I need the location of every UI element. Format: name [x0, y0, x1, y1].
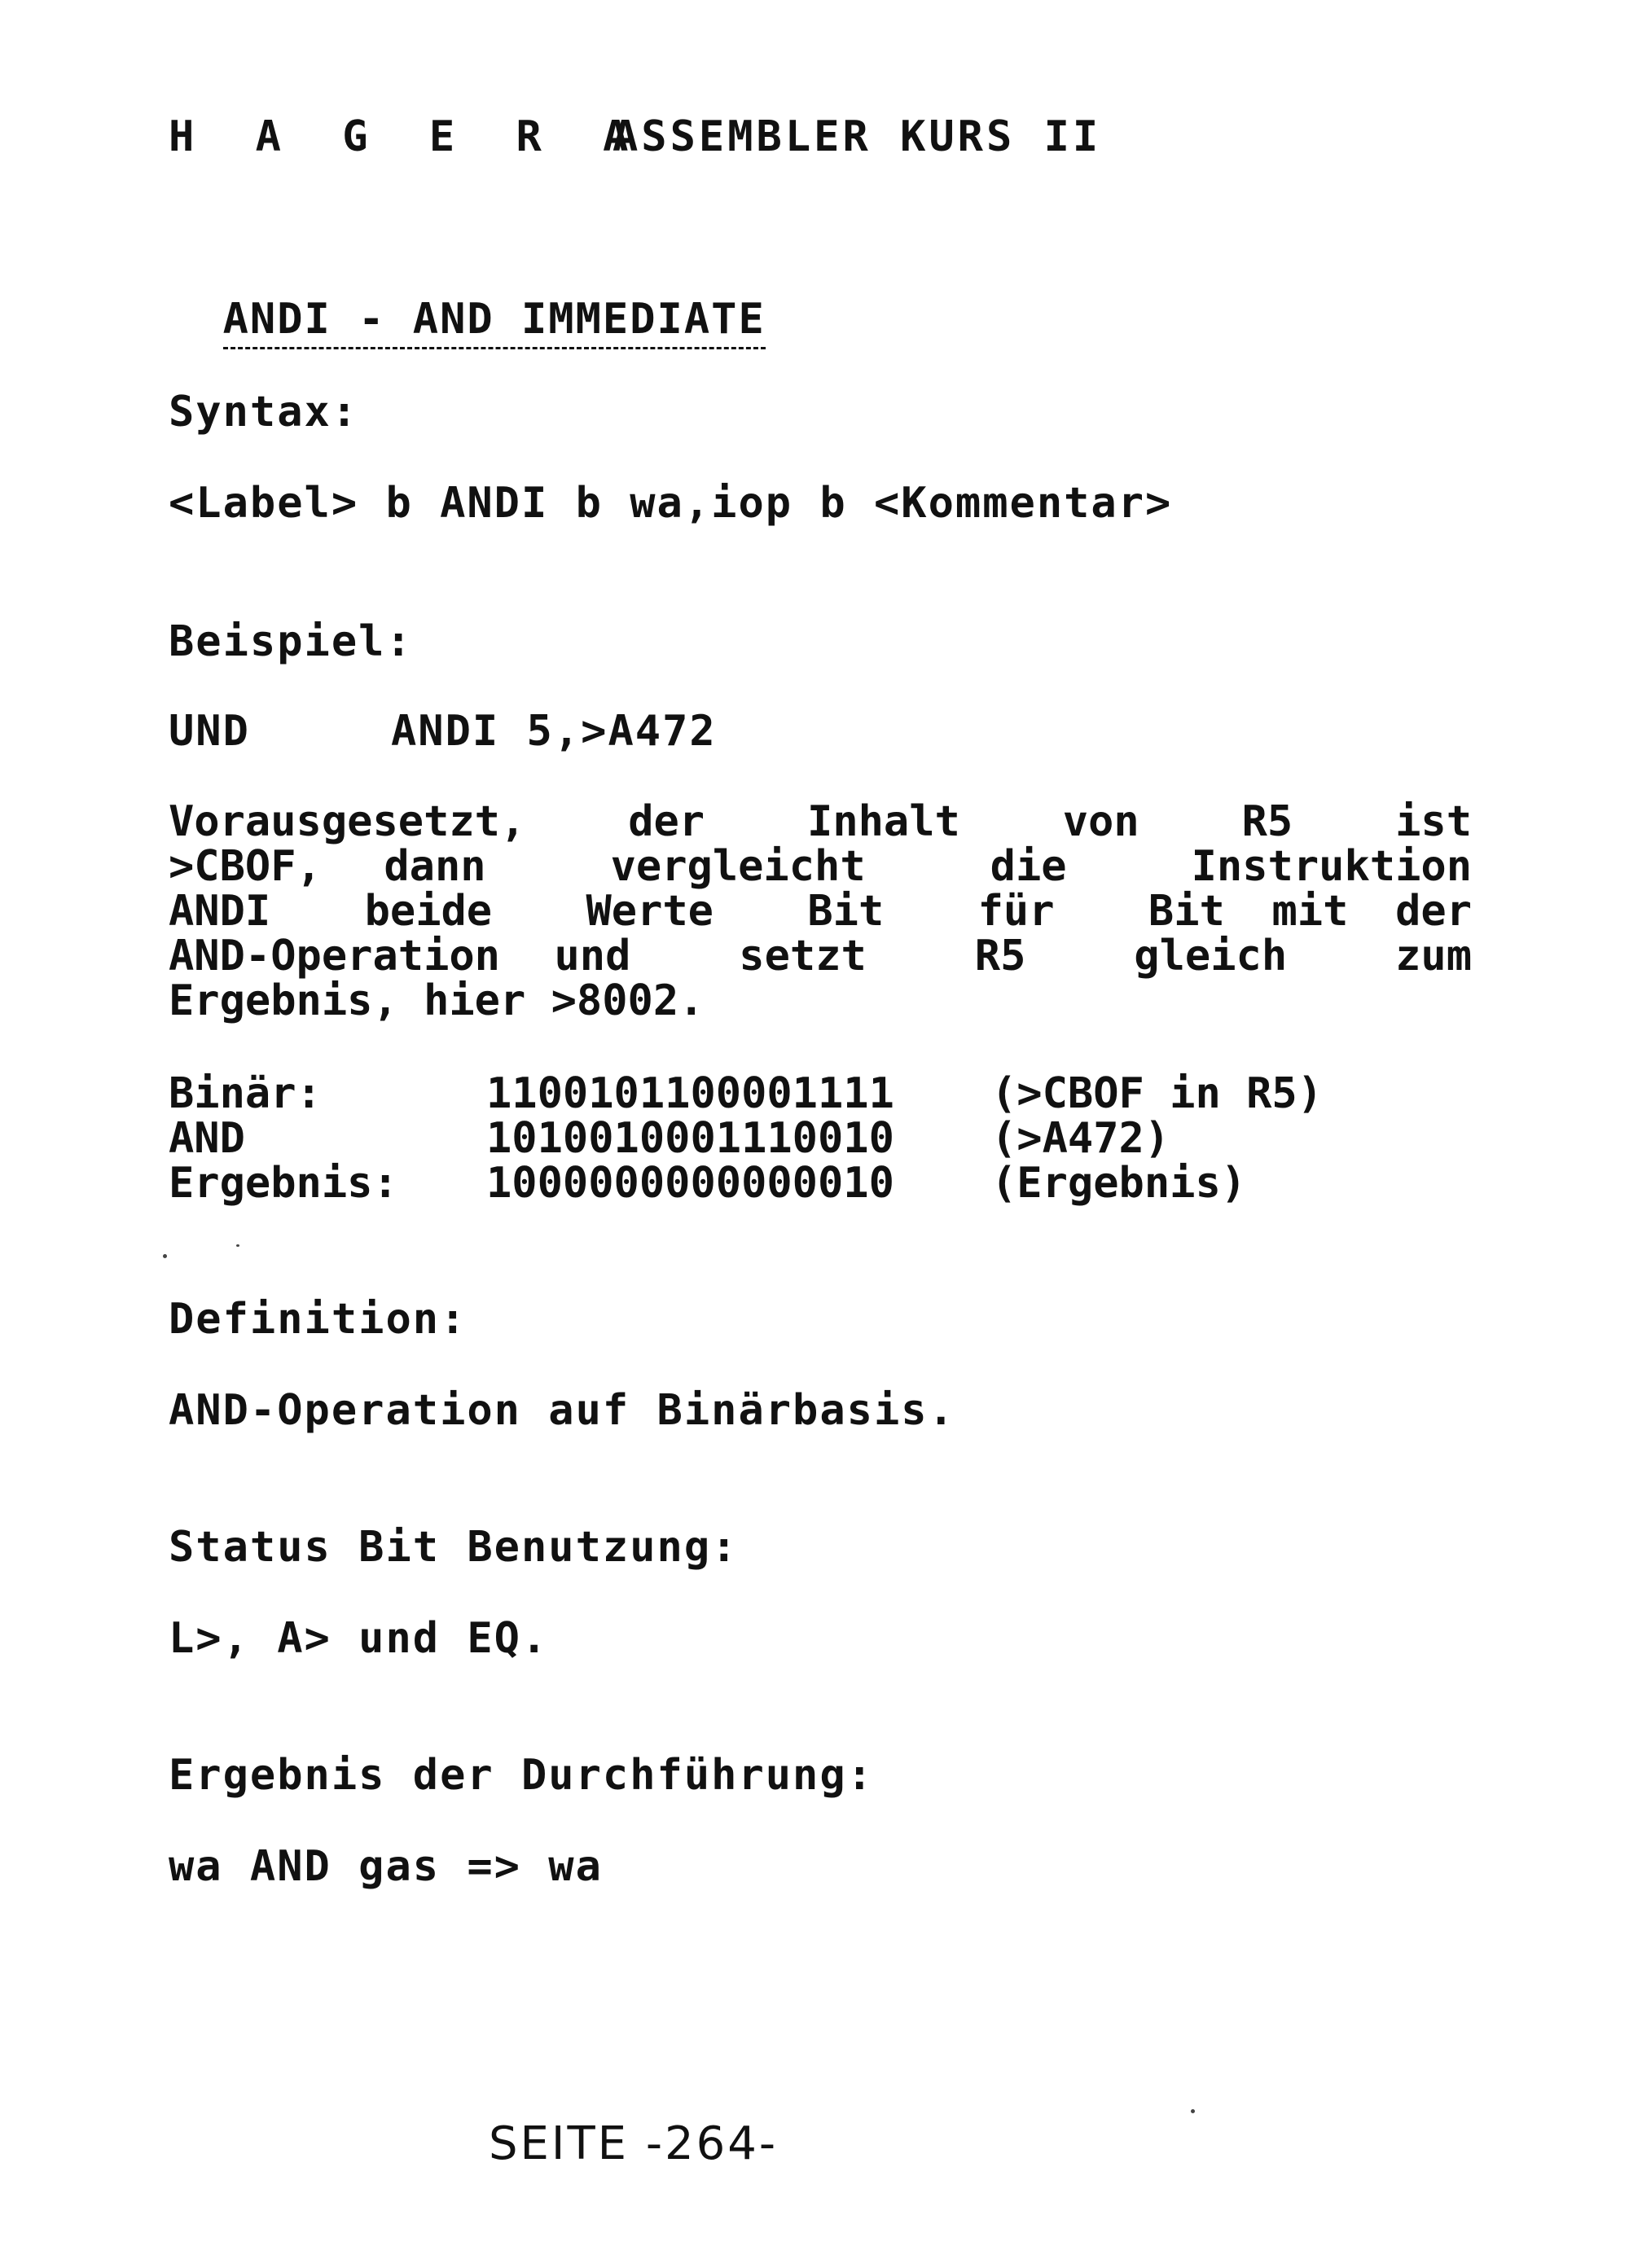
- binary-row: [169, 1069, 1323, 1118]
- binary-bits: 1000000000000010: [486, 1159, 894, 1208]
- scan-speck: [1191, 2109, 1195, 2113]
- result-text: wa AND gas => wa: [169, 1842, 603, 1891]
- scan-speck: [163, 1254, 167, 1258]
- binary-note: (>CBOF in R5): [991, 1069, 1323, 1118]
- title-text: ANDI - AND IMMEDIATE: [223, 295, 766, 349]
- page-number: SEITE -264-: [489, 2117, 779, 2170]
- binary-note: (>A472): [991, 1114, 1170, 1163]
- binary-note: (Ergebnis): [991, 1159, 1247, 1208]
- description-line: AND-Operation und setzt R5 gleich zum: [169, 932, 1472, 980]
- definition-heading: Definition:: [169, 1295, 468, 1344]
- example-label: UND: [169, 707, 250, 756]
- binary-label: AND: [169, 1114, 245, 1163]
- scan-speck: [236, 1244, 239, 1247]
- binary-label: Ergebnis:: [169, 1159, 398, 1208]
- result-heading: Ergebnis der Durchführung:: [169, 1751, 874, 1800]
- example-code: ANDI 5,>A472: [391, 707, 717, 756]
- status-text: L>, A> und EQ.: [169, 1614, 549, 1663]
- status-heading: Status Bit Benutzung:: [169, 1523, 739, 1572]
- description-paragraph: [169, 797, 1472, 1025]
- example-heading: Beispiel:: [169, 617, 413, 666]
- header-company: H A G E R A: [169, 112, 647, 161]
- binary-label: Binär:: [169, 1069, 322, 1118]
- description-line: Vorausgesetzt, der Inhalt von R5 ist: [169, 797, 1472, 846]
- binary-bits: 1010010001110010: [486, 1114, 894, 1163]
- definition-text: AND-Operation auf Binärbasis.: [169, 1386, 955, 1435]
- binary-table: [169, 1069, 1323, 1208]
- syntax-heading: Syntax:: [169, 388, 359, 436]
- syntax-line: <Label> b ANDI b wa,iop b <Kommentar>: [169, 479, 1173, 528]
- binary-row: [169, 1161, 1323, 1206]
- description-line: Ergebnis, hier >8002.: [169, 976, 705, 1025]
- binary-bits: 1100101100001111: [486, 1069, 894, 1118]
- header-course: ASSEMBLER KURS II: [613, 112, 1102, 161]
- page-title: [169, 251, 766, 342]
- description-line: ANDI beide Werte Bit für Bit mit der: [169, 887, 1472, 936]
- description-line: >CBOF, dann vergleicht die Instruktion: [169, 842, 1472, 891]
- binary-row: [169, 1116, 1323, 1161]
